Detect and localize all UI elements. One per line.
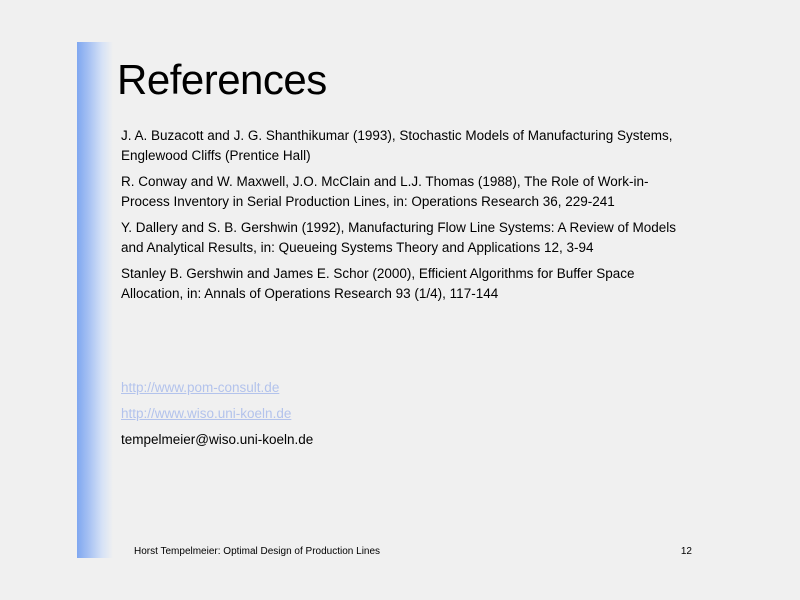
reference-item: R. Conway and W. Maxwell, J.O. McClain and L.J. Thomas (1988), The Role of Work-in-Process Inventory in Serial Production Lines, in: Operations Research 36, 229-241: [121, 174, 649, 209]
contact-item: [121, 378, 313, 398]
email-address: tempelmeier@wiso.uni-koeln.de: [121, 432, 314, 447]
reference-item: J. A. Buzacott and J. G. Shanthikumar (1993), Stochastic Models of Manufacturing Systems, Englewood Cliffs (Prentice Hall): [121, 128, 673, 163]
reference-list: [121, 126, 681, 310]
wiso-uni-koeln-link[interactable]: http://www.wiso.uni-koeln.de: [121, 406, 292, 421]
contact-item: [121, 430, 313, 450]
accent-bar: [77, 42, 113, 558]
reference-item: Stanley B. Gershwin and James E. Schor (2000), Efficient Algorithms for Buffer Space Allocation, in: Annals of Operations Research 93 (1/4), 117-144: [121, 266, 635, 301]
reference-item: Y. Dallery and S. B. Gershwin (1992), Manufacturing Flow Line Systems: A Review of Models and Analytical Results, in: Queueing Systems Theory and Applications 12, 3-94: [121, 220, 677, 255]
contact-list: [121, 378, 313, 456]
page-number: 12: [680, 546, 692, 557]
slide-title: References: [117, 56, 327, 103]
footer-text: Horst Tempelmeier: Optimal Design of Production Lines: [134, 546, 381, 557]
pom-consult-link[interactable]: http://www.pom-consult.de: [121, 380, 280, 395]
contact-item: [121, 404, 313, 424]
